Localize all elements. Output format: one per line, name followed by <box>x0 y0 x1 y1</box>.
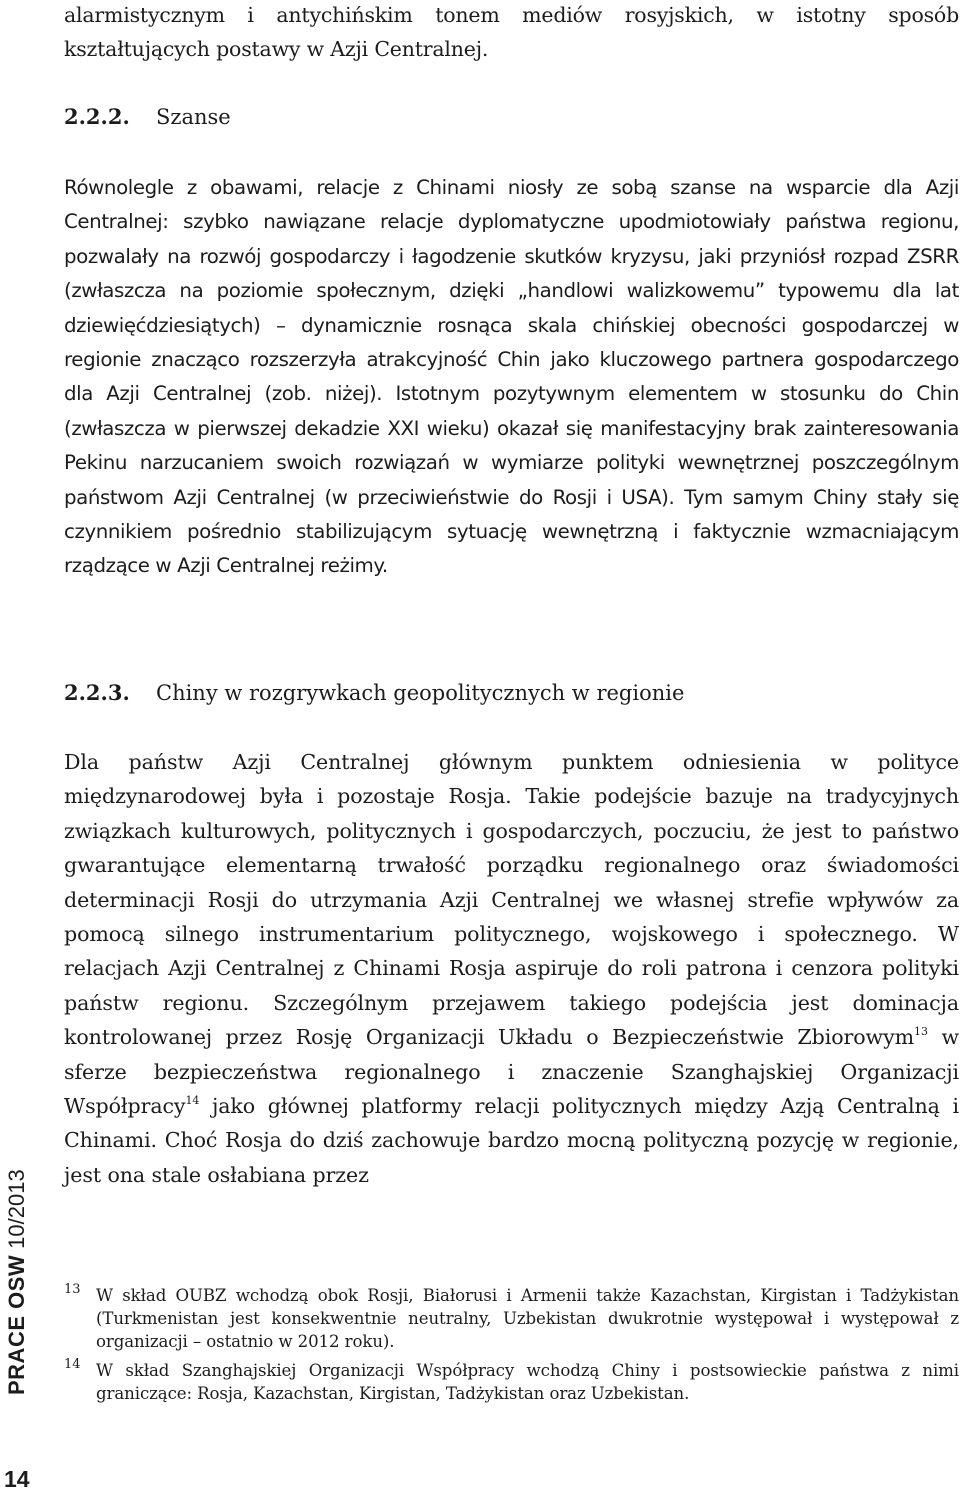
footnote-text: W skład OUBZ wchodzą obok Rosji, Białorusi i Armenii także Kazachstan, Kirgistan i Tadżykistan (Turkmenistan jest konsekwentnie neutralny, Uzbekistan dwukrotnie występował i występował z organizacji – ostatnio w 2012 roku). <box>96 1286 959 1351</box>
paragraph-text: w sferze bezpieczeństwa regionalnego i znaczenie Szanghajskiej Organizacji Współpracy <box>64 1025 959 1119</box>
footnote-number: 14 <box>64 1357 81 1372</box>
section-heading-geopolitics <box>64 676 684 710</box>
section-heading-szanse <box>64 100 231 134</box>
section-number: 2.2.2. <box>64 104 130 129</box>
footnote-text: W skład Szanghajskiej Organizacji Współpracy wchodzą Chiny i postsowieckie państwa z nimi graniczące: Rosja, Kazachstan, Kirgistan, Tadżykistan oraz Uzbekistan. <box>96 1361 959 1403</box>
page-number: 14 <box>4 1466 30 1492</box>
paragraph-text: Dla państw Azji Centralnej głównym punktem odniesienia w polityce międzynarodowej była i pozostaje Rosja. Takie podejście bazuje na tradycyjnych związkach kulturowych, politycznych i gospodarczych, poczuciu, że jest to państwo gwarantujące elementarną trwałość porządku regionalnego oraz świadomości determinacji Rosji do utrzymania Azji Centralnej we własnej strefie wpływów za pomocą silnego instrumentarium politycznego, wojskowego i społecznego. W relacjach Azji Centralnej z Chinami Rosja aspiruje do roli patrona i cenzora polityki państw regionu. Szczególnym przejawem takiego podejścia jest dominacja kontrolowanej przez Rosję Organizacji Układu o Bezpieczeństwie Zbiorowym <box>64 750 959 1050</box>
footnote-13 <box>64 1284 959 1353</box>
section-number: 2.2.3. <box>64 680 130 705</box>
footnote-14 <box>64 1359 959 1405</box>
paragraph-text: jako głównej platformy relacji politycznych między Azją Centralną i Chinami. Choć Rosja do dziś zachowuje bardzo mocną polityczną pozycję w regionie, jest ona stale osłabiana przez <box>64 1094 959 1187</box>
section-title: Chiny w rozgrywkach geopolitycznych w regionie <box>156 681 685 705</box>
section-paragraph-geopolitics <box>64 745 959 1192</box>
issue-number: 10/2013 <box>4 1169 29 1249</box>
footnote-reference-13[interactable]: 13 <box>914 1025 928 1039</box>
section-title: Szanse <box>156 105 231 129</box>
footnote-reference-14[interactable]: 14 <box>185 1094 200 1108</box>
publication-series-label <box>6 1169 28 1395</box>
section-paragraph-szanse: Równolegle z obawami, relacje z Chinami niosły ze sobą szanse na wsparcie dla Azji Centralnej: szybko nawiązane relacje dyplomatyczne upodmiotowiały państwa regionu, pozwalały na rozwój gospodarczy i łagodzenie skutków kryzysu, jaki przyniósł rozpad ZSRR (zwłaszcza na poziomie społecznym, dzięki „handlowi walizkowemu” typowemu dla lat dziewięćdziesiątych) – dynamicznie rosnąca skala chińskiej obecności gospodarczej w regionie znacząco rozszerzyła atrakcyjność Chin jako kluczowego partnera gospodarczego dla Azji Centralnej (zob. niżej). Istotnym pozytywnym elementem w stosunku do Chin (zwłaszcza w pierwszej dekadzie XXI wieku) okazał się manifestacyjny brak zainteresowania Pekinu narzucaniem swoich rozwiązań w wymiarze polityki wewnętrznej poszczególnym państwom Azji Centralnej (w przeciwieństwie do Rosji i USA). Tym samym Chiny stały się czynnikiem pośrednio stabilizującym sytuację wewnętrzną i faktycznie wzmacniającym rządzące w Azji Centralnej reżimy. <box>64 176 959 578</box>
series-name: PRACE OSW <box>4 1254 29 1395</box>
footnotes <box>64 1284 959 1411</box>
intro-paragraph: alarmistycznym i antychińskim tonem mediów rosyjskich, w istotny sposób kształtujących postawy w Azji Centralnej. <box>64 3 959 62</box>
footnote-number: 13 <box>64 1282 81 1297</box>
